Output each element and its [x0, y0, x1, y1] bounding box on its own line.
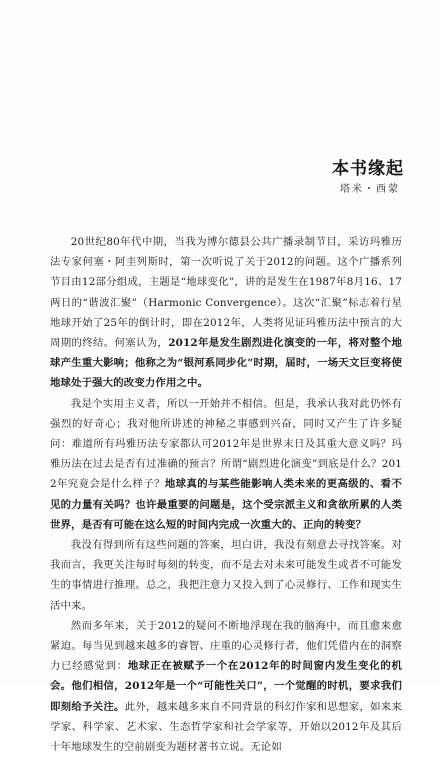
paragraph-1 [50, 232, 402, 394]
paragraph-4 [50, 616, 402, 757]
text-segment: 我没有得到所有这些问题的答案，坦白讲，我没有刻意去寻找答案。对我而言，我更关注每时每刻的转变，而不是去对未来可能发生或者不可能发生的事情进行推理。总之，我把注意力又投入到了心灵修行、工作和现实生活中来。 [50, 539, 402, 612]
text-segment: 此外，越来越多来自不同背景的科幻作家和思想家，如来来学家、科学家、艺术家、生态哲学家和社会学家等，开始以2012年及其后十年地球发生的空前剧变为题材著书立说。无论如 [50, 700, 402, 754]
text-segment: 我是个实用主义者，所以一开始并不相信。但是，我承认我对此仍怀有强烈的好奇心；我对他所讲述的神秘之事感到兴奋，同时又产生了许多疑问：难道所有玛雅历法专家都认可2012年是世界末日及其重大意义吗？玛雅历法在过去是否有过准确的预言？所谓“剧烈进化演变”到底是什么？2012年究竟会是什么样子？ [50, 397, 402, 491]
paragraph-2 [50, 394, 402, 535]
text-segment: 然而多年来，关于2012的疑问不断地浮现在我的脑海中，而且愈来愈紧迫。每当见到越来越多的睿智、庄重的心灵修行者，他们凭借内在的洞察力已经感觉到： [50, 619, 402, 673]
chapter-title: 本书缘起 [332, 159, 404, 179]
text-segment: 20世纪80年代中期，当我为博尔德县公共广播录制节目，采访玛雅历法专家何塞・阿圭列斯时，第一次听说了关于2012的问题。这个广播系列节目由12部分组成，主题是“地球变化”，讲的是发生在1987年8月16、17两日的“谐波汇聚”（Harmonic Convergence）。这次“汇聚”标志着行星地球开始了25年的倒计时，即在2012年，人类将见证玛雅历法中预言的大周期的终结。何塞认为， [50, 236, 402, 350]
bold-text-segment: 地球正在被赋予一个在2012年的时间窗内发生变化的机会。他们相信，2012年是一个“可能性关口”，一个觉醒的时机，要求我们即刻给予关注。 [50, 660, 402, 713]
bold-text-segment: 2012年是发生剧烈进化演变的一年，将对整个地球产生重大影响；他称之为“银河系同步化”时期，届时，一场天文巨变将使地球处于强大的改变力作用之中。 [50, 337, 402, 390]
body-text [50, 232, 402, 757]
chapter-author: 塔米・西蒙 [340, 184, 400, 195]
paragraph-3 [50, 535, 402, 616]
bold-text-segment: 地球真的与某些能影响人类未来的更高级的、看不见的力量有关吗？也许最重要的问题是，这个受宗派主义和贪欲所累的人类世界，是否有可能在这么短的时间内完成一次重大的、正向的转变？ [50, 478, 402, 531]
